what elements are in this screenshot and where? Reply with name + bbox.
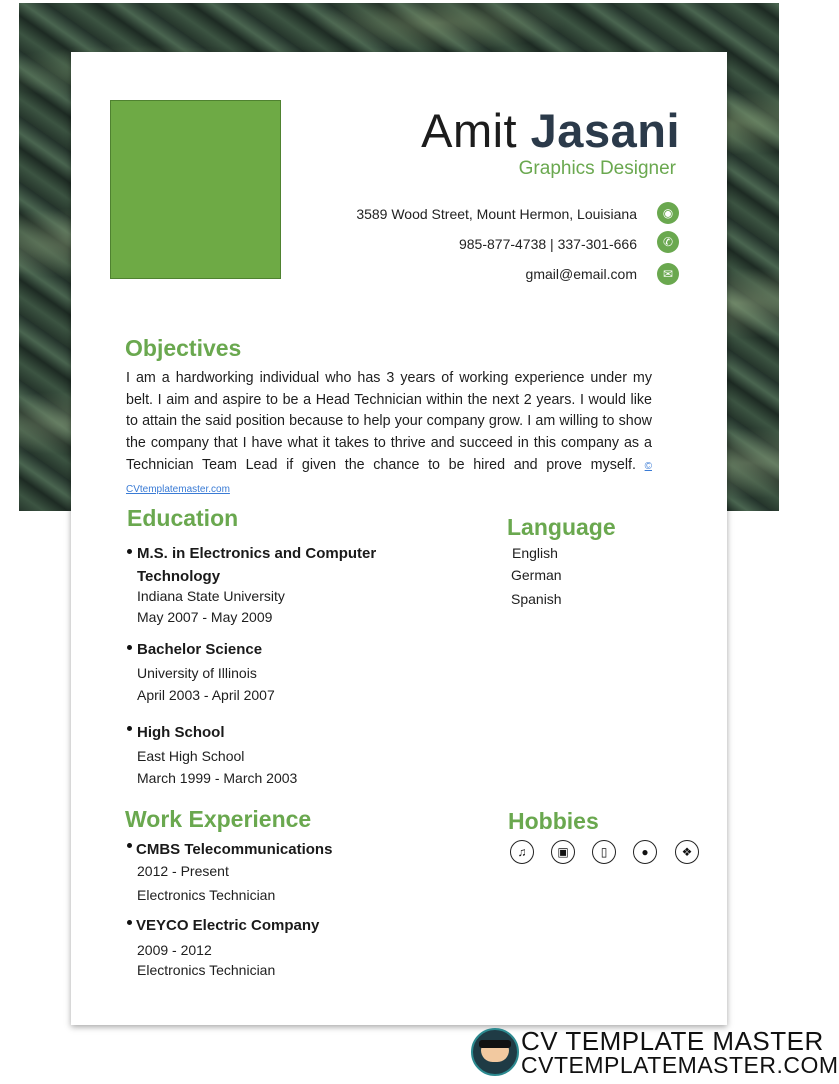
job-title: Graphics Designer xyxy=(518,158,676,179)
bullet-icon xyxy=(127,645,132,650)
work-dates-2: 2009 - 2012 xyxy=(137,942,212,958)
education-degree-2: Bachelor Science xyxy=(137,641,263,658)
work-company-1: CMBS Telecommunications xyxy=(136,841,333,858)
brand-name: CV TEMPLATE MASTER xyxy=(521,1026,824,1056)
email-icon: ✉ xyxy=(657,263,679,285)
language-heading: Language xyxy=(507,514,616,540)
phone-icon: ✆ xyxy=(657,231,679,253)
address-text: 3589 Wood Street, Mount Hermon, Louisiana xyxy=(356,206,637,222)
language-item: Spanish xyxy=(511,591,562,607)
education-school-3: East High School xyxy=(137,748,245,764)
education-dates-2: April 2003 - April 2007 xyxy=(137,687,275,703)
bottle-icon: ▯ xyxy=(592,840,616,864)
education-dates-3: March 1999 - March 2003 xyxy=(137,770,298,786)
ninja-logo-icon xyxy=(471,1028,519,1076)
education-degree-3: High School xyxy=(137,724,225,741)
work-role-2: Electronics Technician xyxy=(137,962,276,978)
phone-text: 985-877-4738 | 337-301-666 xyxy=(458,236,637,252)
objectives-body: I am a hardworking individual who has 3 years of working experience under my belt. I aim and aspire to be a Head Technician within the next 2 years. I would like to attain the said position because to help your company grow. I am willing to show the company that I have what it takes to thrive and succeed in this company as a Technician Team Lead if given the chance to be hired and prove myself. xyxy=(126,370,652,473)
bullet-icon xyxy=(127,726,132,731)
first-name: Amit xyxy=(421,104,518,157)
education-school-1: Indiana State University xyxy=(137,588,285,604)
credit-link[interactable]: © CVtemplatemaster.com xyxy=(126,460,652,495)
bullet-icon xyxy=(127,549,132,554)
work-dates-1: 2012 - Present xyxy=(137,863,229,879)
ninja-mask xyxy=(479,1040,511,1048)
location-icon: ◉ xyxy=(657,202,679,224)
language-item: German xyxy=(511,567,562,583)
objectives-heading: Objectives xyxy=(125,335,242,361)
hobbies-heading: Hobbies xyxy=(508,808,599,834)
work-role-1: Electronics Technician xyxy=(137,887,276,903)
candidate-name xyxy=(421,103,680,158)
computer-icon: ▣ xyxy=(551,840,575,864)
profile-photo-placeholder xyxy=(110,100,281,279)
language-item: English xyxy=(512,545,558,561)
bullet-icon xyxy=(127,920,132,925)
objectives-text xyxy=(126,368,652,500)
music-icon: ♫ xyxy=(510,840,534,864)
education-degree-1: M.S. in Electronics and Computer xyxy=(137,545,377,562)
education-degree-1-cont: Technology xyxy=(137,568,221,585)
email-text: gmail@email.com xyxy=(525,266,637,282)
brand-url: CVTEMPLATEMASTER.COM xyxy=(521,1052,839,1078)
work-heading: Work Experience xyxy=(125,806,312,832)
dumbbell-icon: ● xyxy=(633,840,657,864)
education-school-2: University of Illinois xyxy=(137,665,257,681)
education-dates-1: May 2007 - May 2009 xyxy=(137,609,273,625)
bullet-icon xyxy=(127,843,132,848)
work-company-2: VEYCO Electric Company xyxy=(136,917,320,934)
education-heading: Education xyxy=(127,505,239,531)
wrench-icon: ❖ xyxy=(675,840,699,864)
last-name: Jasani xyxy=(530,104,680,157)
